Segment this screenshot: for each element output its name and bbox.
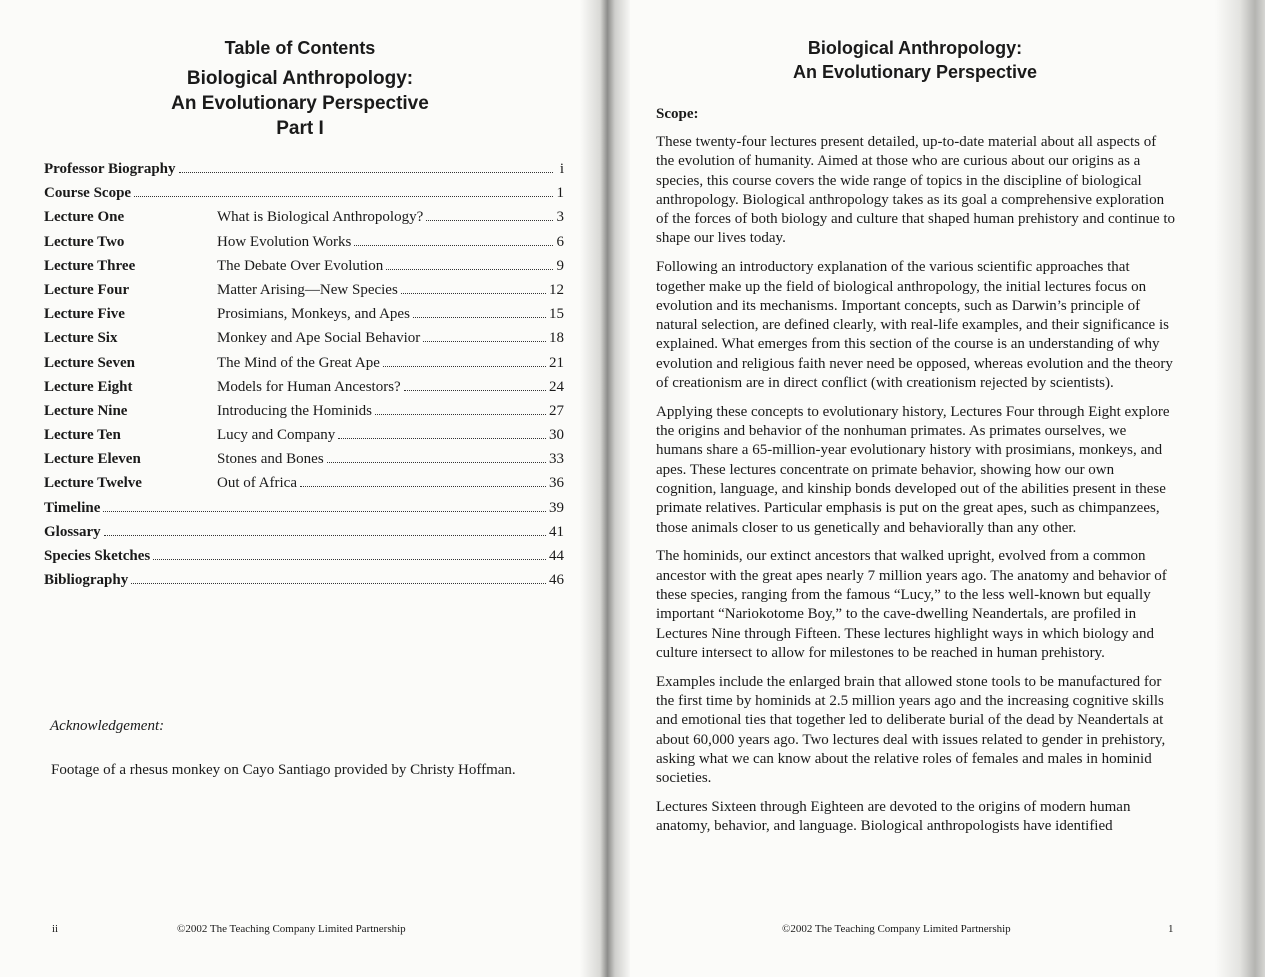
toc-entry (44, 475, 564, 499)
toc-entry-page: 24 (549, 378, 564, 395)
toc-leader-dots (103, 511, 546, 512)
part-label: Part I (276, 118, 324, 139)
toc-leader-dots (104, 535, 546, 536)
scope-label: Scope: (656, 106, 699, 122)
toc-entry-page: 33 (549, 451, 564, 468)
toc-entry (44, 330, 564, 354)
toc-entry (44, 209, 564, 233)
toc-heading: Table of Contents (224, 38, 376, 58)
toc-leader-dots (404, 390, 546, 391)
toc-entry-page: 39 (549, 499, 564, 516)
scope-paragraph: Examples include the enlarged brain that allowed stone tools to be manufactured for the first time by hominids at 2.5 million years ago and the increasing cognitive skills and emotional ties that together led to deliberate burial of the dead by Neandertals at about 60,000 years ago. Two lectures deal with issues related to gender in prehistory, asking what we can know about the relative roles of females and males in hominid societies. (656, 673, 1166, 787)
toc-entry-title: Models for Human Ancestors? (217, 378, 401, 395)
toc-entry-label: Lecture One (44, 209, 125, 226)
toc-leader-dots (401, 293, 546, 294)
toc-entry (44, 185, 564, 209)
toc-leader-dots (383, 366, 546, 367)
toc-leader-dots (300, 486, 546, 487)
toc-entry-page: 6 (556, 233, 564, 250)
toc-entry-label: Lecture Seven (44, 354, 135, 371)
toc-entry-label: Lecture Four (44, 281, 130, 298)
toc-entry (44, 524, 564, 548)
toc-entry-title: Lucy and Company (217, 427, 336, 444)
toc-entry-page: 36 (549, 475, 564, 492)
toc-entry-page: 44 (549, 548, 564, 564)
toc-entry-page: 21 (549, 354, 564, 371)
toc-leader-dots (386, 269, 553, 270)
toc-entry-title: What is Biological Anthropology? (217, 209, 424, 226)
toc-leader-dots (179, 172, 553, 173)
toc-entry-page: 12 (549, 281, 564, 298)
toc-leader-dots (131, 583, 546, 584)
toc-entry-title: How Evolution Works (217, 233, 352, 250)
toc-entry-label: Lecture Ten (44, 427, 121, 444)
toc-entry (44, 451, 564, 475)
toc-entry-page: 41 (549, 523, 564, 540)
page-edge (1215, 0, 1265, 977)
toc-entry-title: Stones and Bones (217, 451, 324, 468)
toc-leader-dots (338, 438, 546, 439)
scope-paragraph: Applying these concepts to evolutionary history, Lectures Four through Eight explore the origins and behavior of the nonhuman primates. As primates ourselves, we humans share a 65-million-year evolutionary history with prosimians, monkeys, and apes. These lectures concentrate on primate behavior, showing how our own cognition, language, and kinship bonds developed out of the abilities present in these primate relatives. Particular emphasis is put on the great apes, such as chimpanzees, those animals closer to us genetically and behaviorally than any other. (656, 403, 1170, 536)
scope-paragraph: Lectures Sixteen through Eighteen are devoted to the origins of modern human anatomy, behavior, and language. Biological anthropologists have identified (656, 799, 1131, 835)
toc-entry-title: Monkey and Ape Social Behavior (217, 330, 421, 347)
toc-entry-title: The Debate Over Evolution (217, 257, 384, 274)
acknowledgement-text: Footage of a rhesus monkey on Cayo Santiago provided by Christy Hoffman. (51, 762, 516, 778)
toc-entry-title: The Mind of the Great Ape (217, 354, 380, 371)
toc-entry (44, 306, 564, 330)
toc-entry-label: Species Sketches (44, 548, 151, 564)
right-page-number: 1 (1168, 923, 1174, 935)
toc-entry-title: Introducing the Hominids (217, 402, 372, 419)
left-footer: ©2002 The Teaching Company Limited Partnership (177, 923, 406, 935)
scope-paragraph: The hominids, our extinct ancestors that walked upright, evolved from a common ancestor with the great apes nearly 7 million years ago. The anatomy and behavior of these species, ranging from the famous “Lucy,” to the less well-known but equally important “Nariokotome Boy,” to the cave-dwelling Neandertals, are profiled in Lectures Nine through Fifteen. These lectures highlight ways in which biology and culture intersect to allow for milestones to be reached in human prehistory. (656, 548, 1167, 661)
book-gutter (580, 0, 630, 977)
toc-entry (44, 282, 564, 306)
toc-entry-label: Lecture Three (44, 257, 136, 274)
course-title-line-2: An Evolutionary Perspective (171, 93, 429, 114)
toc-entry-page: 27 (549, 402, 564, 419)
toc-entry (44, 548, 564, 572)
toc-leader-dots (375, 414, 546, 415)
toc-entry-page: 15 (549, 306, 564, 323)
toc-entry-label: Lecture Five (44, 306, 125, 323)
toc-entry-label: Glossary (44, 523, 101, 540)
toc-entry-title: Out of Africa (217, 475, 297, 492)
toc-entry-page: i (559, 161, 564, 177)
acknowledgement-label: Acknowledgement: (50, 718, 165, 734)
toc-leader-dots (426, 220, 553, 221)
toc-entry-label: Course Scope (44, 185, 132, 202)
toc-leader-dots (327, 462, 546, 463)
toc-entry (44, 379, 564, 403)
right-title-line-1: Biological Anthropology: (807, 38, 1023, 58)
toc-entry (44, 427, 564, 451)
toc-entry-label: Lecture Twelve (44, 475, 142, 492)
toc-entry (44, 234, 564, 258)
toc-entry-title: Prosimians, Monkeys, and Apes (217, 306, 410, 323)
toc-entry-page: 9 (556, 257, 564, 274)
toc-entry-page: 3 (556, 209, 564, 226)
toc-leader-dots (134, 196, 553, 197)
toc-entry-label: Timeline (44, 499, 101, 516)
toc-entry-page: 18 (549, 330, 564, 347)
toc-leader-dots (413, 317, 546, 318)
toc-entry-label: Lecture Eight (44, 378, 133, 395)
right-title-line-2: An Evolutionary Perspective (792, 62, 1038, 82)
toc-entry-label: Lecture Nine (44, 402, 128, 419)
toc-entry (44, 161, 564, 185)
toc-entry-label: Lecture Eleven (44, 451, 141, 468)
scope-paragraph: Following an introductory explanation of the various scientific approaches that together make up the field of biological anthropology, the initial lectures focus on evolution and its mechanisms. Important concepts, such as Darwin’s principle of natural selection, are defined clearly, with real-life examples, and their significance is explained. What emerges from this section of the course is an understanding of why evolution and religious faith never need be opposed, whereas evolution and the theory of creationism are in direct conflict (with creationism rejected by scientists). (656, 259, 1173, 392)
table-of-contents (44, 161, 564, 596)
toc-entry (44, 403, 564, 427)
toc-entry (44, 572, 564, 596)
toc-leader-dots (423, 341, 546, 342)
scope-paragraph: These twenty-four lectures present detailed, up-to-date material about all aspects of the evolution of humanity. Aimed at those who are curious about our origins as a species, this course covers the wide range of topics in the discipline of biological anthropology. Biological anthropology takes as its goal a comprehensive exploration of the forces of both biology and culture that shaped human prehistory and continue to shape our lives today. (656, 134, 1176, 247)
toc-entry (44, 355, 564, 379)
left-page (0, 0, 600, 977)
toc-entry-title: Matter Arising—New Species (217, 281, 398, 298)
toc-entry-label: Lecture Two (44, 233, 125, 250)
toc-entry (44, 258, 564, 282)
left-page-number: ii (52, 923, 59, 935)
course-title-line-1: Biological Anthropology: (186, 68, 414, 89)
toc-entry-label: Professor Biography (44, 161, 176, 177)
toc-leader-dots (153, 559, 546, 560)
toc-entry (44, 500, 564, 524)
toc-entry-label: Bibliography (44, 572, 129, 589)
scope-body (656, 133, 1176, 846)
right-footer: ©2002 The Teaching Company Limited Partnership (782, 923, 1011, 935)
toc-entry-page: 46 (549, 572, 564, 589)
toc-entry-label: Lecture Six (44, 330, 118, 347)
toc-entry-page: 1 (556, 185, 564, 202)
toc-leader-dots (354, 245, 553, 246)
toc-entry-page: 30 (549, 427, 564, 444)
